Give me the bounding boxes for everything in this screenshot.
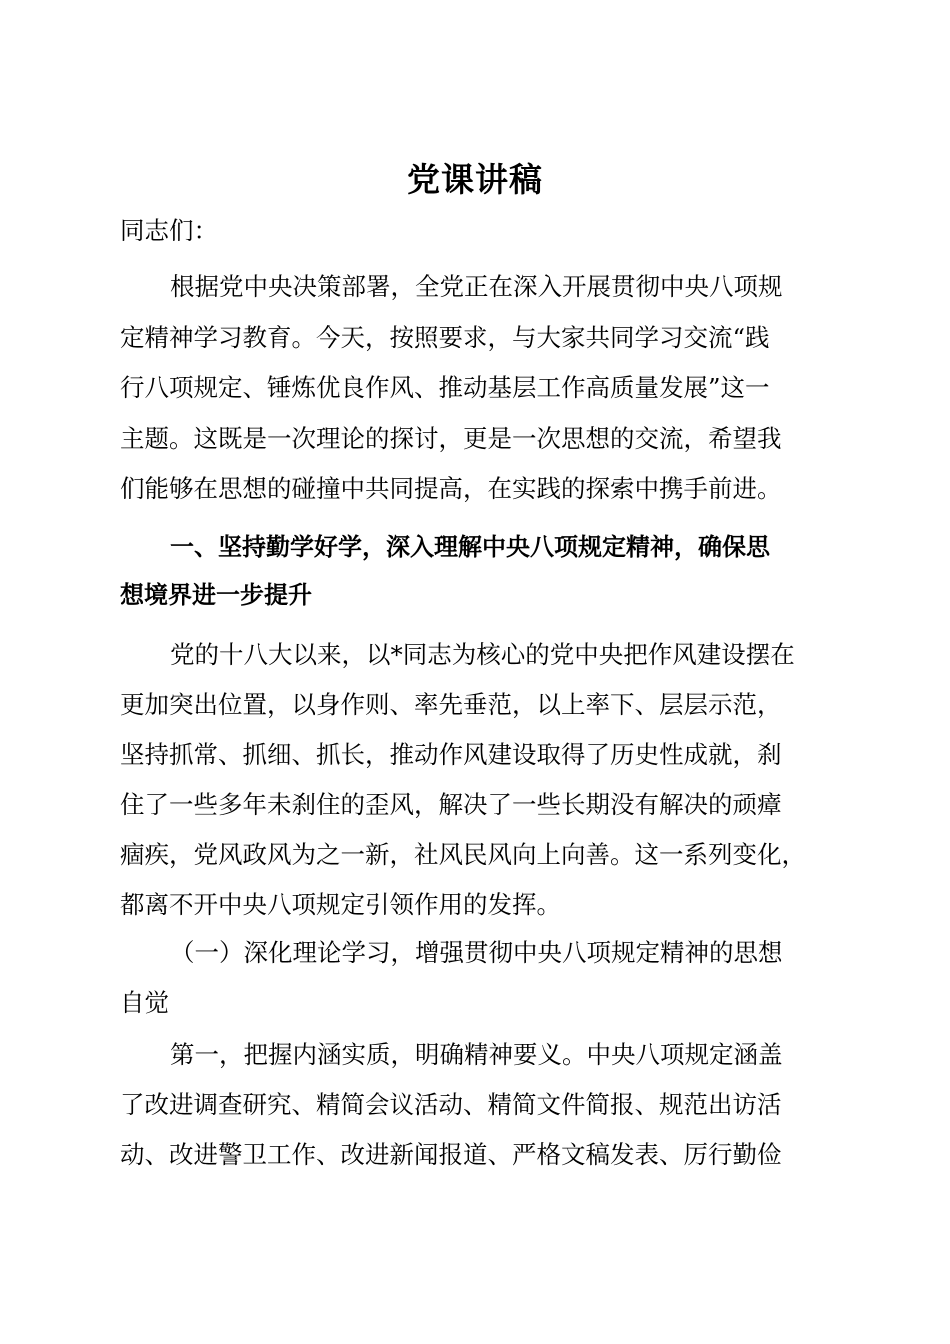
paragraph-line: 根据党中央决策部署，全党正在深入开展贯彻中央八项规	[170, 272, 783, 301]
subsection-heading: 自觉	[120, 988, 169, 1017]
paragraph-line: 第一，把握内涵实质，明确精神要义。中央八项规定涵盖	[170, 1040, 783, 1069]
paragraph-line: 更加突出位置，以身作则、率先垂范，以上率下、层层示范，	[120, 690, 782, 719]
paragraph-line: 痼疾，党风政风为之一新，社风民风向上向善。这一系列变化，	[120, 840, 806, 869]
paragraph-line: 党的十八大以来，以*同志为核心的党中央把作风建设摆在	[170, 640, 795, 669]
subsection-heading: （一）深化理论学习，增强贯彻中央八项规定精神的思想	[170, 938, 783, 967]
paragraph-line: 了改进调查研究、精简会议活动、精简文件简报、规范出访活	[120, 1090, 782, 1119]
section-heading: 一、坚持勤学好学，深入理解中央八项规定精神，确保思	[170, 533, 770, 561]
document-title: 党课讲稿	[407, 160, 543, 199]
paragraph-line: 住了一些多年未刹住的歪风，解决了一些长期没有解决的顽瘴	[120, 790, 782, 819]
paragraph-line: 坚持抓常、抓细、抓长，推动作风建设取得了历史性成就，刹	[120, 740, 782, 769]
paragraph-line: 都离不开中央八项规定引领作用的发挥。	[120, 890, 561, 919]
paragraph-line: 主题。这既是一次理论的探讨，更是一次思想的交流，希望我	[120, 424, 782, 453]
paragraph-line: 行八项规定、锤炼优良作风、推动基层工作高质量发展”这一	[120, 373, 770, 402]
section-heading: 想境界进一步提升	[120, 581, 312, 609]
paragraph-line: 们能够在思想的碰撞中共同提高，在实践的探索中携手前进。	[120, 474, 782, 503]
paragraph-line: 动、改进警卫工作、改进新闻报道、严格文稿发表、厉行勤俭	[120, 1140, 782, 1169]
paragraph-line: 定精神学习教育。今天，按照要求，与大家共同学习交流“践	[120, 323, 770, 352]
salutation: 同志们：	[120, 216, 218, 245]
